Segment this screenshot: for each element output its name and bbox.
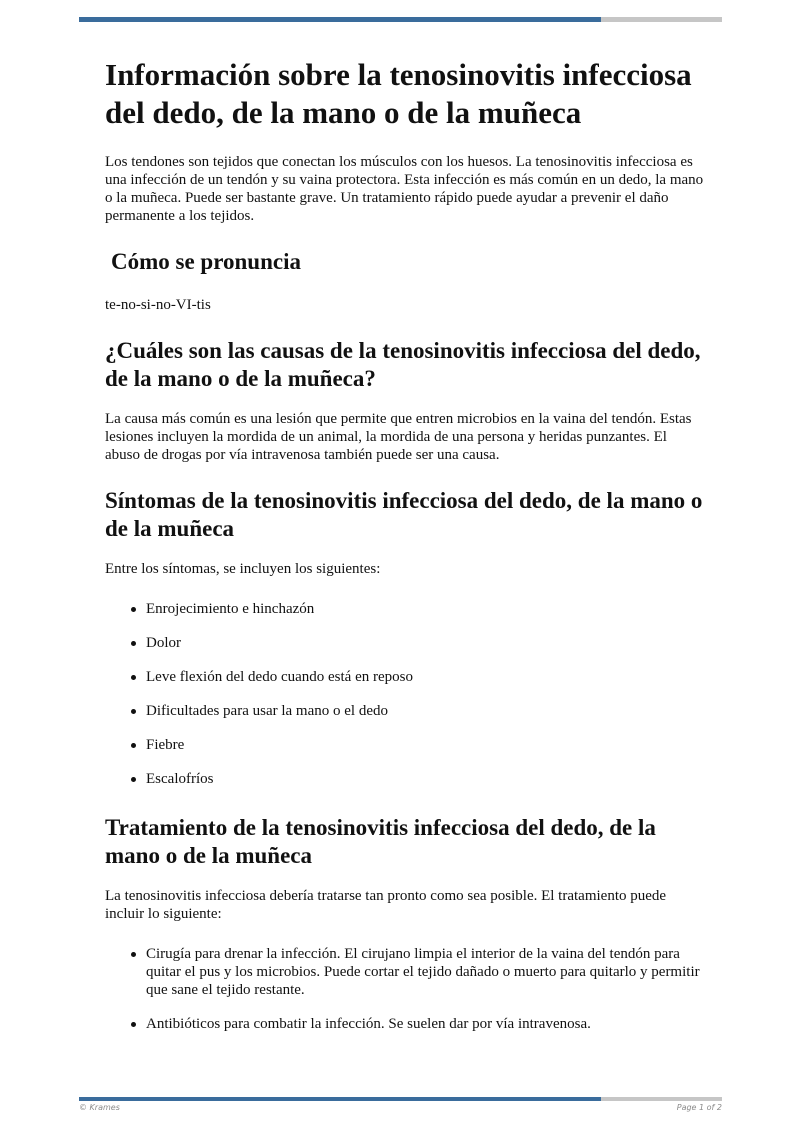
causes-paragraph: La causa más común es una lesión que permite que entren microbios en la vaina del tendón. Estas lesiones incluyen la mordida de un animal, la mordida de una persona y heridas punzantes. El abuso de drogas por vía intravenosa también puede ser una causa. <box>105 411 692 463</box>
list-item: Fiebre <box>105 736 705 754</box>
list-item: Antibióticos para combatir la infección. Se suelen dar por vía intravenosa. <box>105 1015 705 1033</box>
treatment-intro: La tenosinovitis infecciosa debería tratarse tan pronto como sea posible. El tratamiento puede incluir lo siguiente: <box>105 888 667 922</box>
footer-page-number: Page 1 of 2 <box>676 1103 722 1112</box>
symptoms-list <box>105 600 705 788</box>
header-rule <box>79 17 722 22</box>
symptoms-heading: Síntomas de la tenosinovitis infecciosa del dedo, de la mano o de la muñeca <box>105 488 703 541</box>
list-item: Leve flexión del dedo cuando está en reposo <box>105 668 705 686</box>
pronunciation-heading: Cómo se pronuncia <box>111 249 301 274</box>
footer-rule <box>79 1097 722 1101</box>
header-rule-accent <box>79 17 601 22</box>
footer-copyright: © Krames <box>79 1103 120 1112</box>
list-item: Dificultades para usar la mano o el dedo <box>105 702 705 720</box>
list-item: Cirugía para drenar la infección. El cirujano limpia el interior de la vaina del tendón para quitar el pus y los microbios. Puede cortar el tejido dañado o muerto para quitarlo y permitir que sane el tejido restante. <box>105 945 705 999</box>
symptoms-intro: Entre los síntomas, se incluyen los siguientes: <box>105 561 381 577</box>
causes-heading: ¿Cuáles son las causas de la tenosinovitis infecciosa del dedo, de la mano o de la muñeca? <box>105 338 701 391</box>
list-item: Enrojecimiento e hinchazón <box>105 600 705 618</box>
header-rule-gray <box>601 17 722 22</box>
treatment-list <box>105 945 705 1033</box>
footer-rule-accent <box>79 1097 601 1101</box>
list-item: Dolor <box>105 634 705 652</box>
treatment-heading: Tratamiento de la tenosinovitis infecciosa del dedo, de la mano o de la muñeca <box>105 815 656 868</box>
list-item: Escalofríos <box>105 770 705 788</box>
page-title: Información sobre la tenosinovitis infecciosa del dedo, de la mano o de la muñeca <box>105 57 692 130</box>
pronunciation-text: te-no-si-no-VI-tis <box>105 297 211 313</box>
intro-paragraph: Los tendones son tejidos que conectan los músculos con los huesos. La tenosinovitis infecciosa es una infección de un tendón y su vaina protectora. Esta infección es más común en un dedo, la mano o la muñeca. Puede ser bastante grave. Un tratamiento rápido puede ayudar a prevenir el daño permanente a los tejidos. <box>105 154 704 224</box>
article <box>105 56 705 1059</box>
footer-rule-gray <box>601 1097 722 1101</box>
